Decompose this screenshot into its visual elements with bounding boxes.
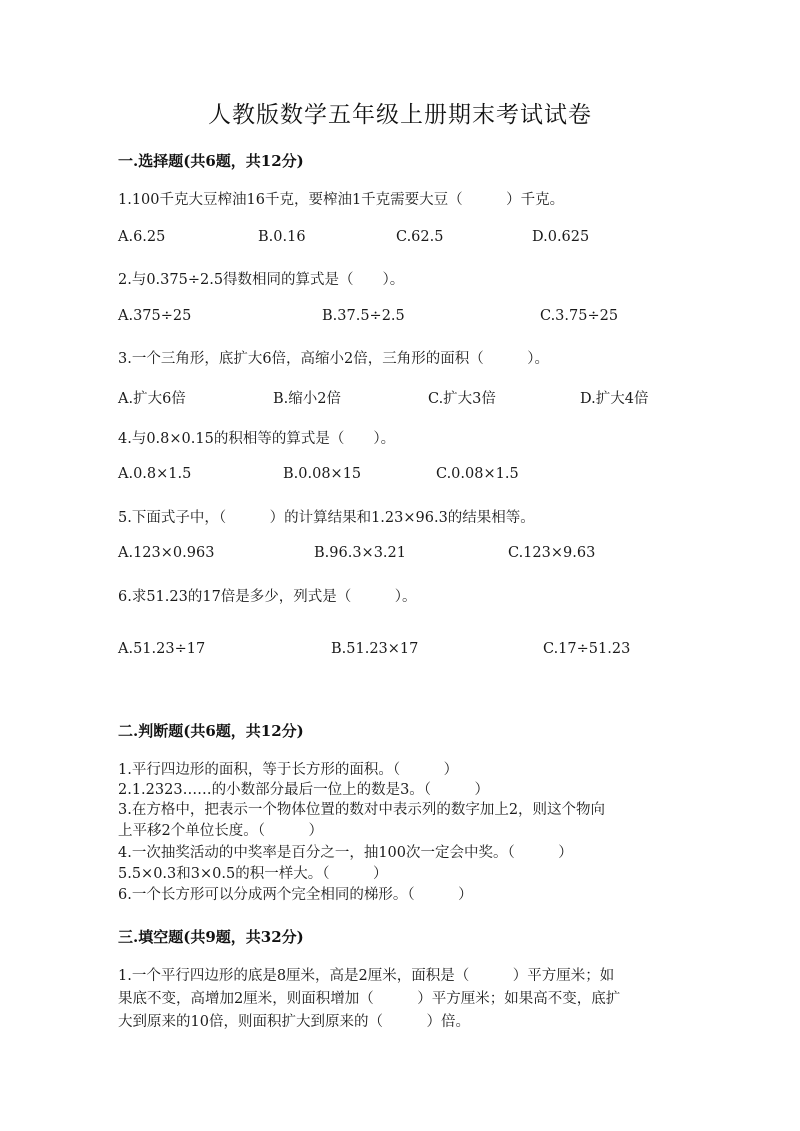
fill-line: 1.一个平行四边形的底是8厘米，高是2厘米，面积是（ ）平方厘米；如 [118,968,615,984]
option-b: B.37.5÷2.5 [322,308,405,324]
judge-line: 5.5×0.3和3×0.5的积一样大。（ ） [118,866,388,882]
question-stem: 3.一个三角形，底扩大6倍，高缩小2倍，三角形的面积（ ）。 [118,351,550,367]
question-stem: 5.下面式子中，（ ）的计算结果和1.23×96.3的结果相等。 [118,510,535,526]
option-c: C.123×9.63 [508,545,596,561]
question-stem: 2.与0.375÷2.5得数相同的算式是（ ）。 [118,272,405,288]
judge-line: 3.在方格中，把表示一个物体位置的数对中表示列的数字加上2，则这个物向 [118,802,606,818]
option-a: A.6.25 [118,229,166,245]
option-b: B.0.08×15 [283,466,362,482]
fill-line: 大到原来的10倍，则面积扩大到原来的（ ）倍。 [118,1014,470,1030]
option-b: B.缩小2倍 [273,391,341,407]
judge-line: 2.1.2323……的小数部分最后一位上的数是3。（ ） [118,782,490,798]
option-b: B.51.23×17 [331,641,419,657]
section-heading-fill: 三.填空题(共9题，共32分) [118,928,304,946]
option-a: A.51.23÷17 [118,641,206,657]
judge-line: 6.一个长方形可以分成两个完全相同的梯形。（ ） [118,887,473,903]
option-a: A.123×0.963 [118,545,215,561]
judge-line: 4.一次抽奖活动的中奖率是百分之一，抽100次一定会中奖。（ ） [118,845,573,861]
section-heading-choice: 一.选择题(共6题，共12分) [118,152,304,170]
option-a: A.0.8×1.5 [118,466,192,482]
option-c: C.扩大3倍 [428,391,496,407]
page-title: 人教版数学五年级上册期末考试试卷 [208,102,592,128]
question-stem: 1.100千克大豆榨油16千克，要榨油1千克需要大豆（ ）千克。 [118,192,565,208]
option-c: C.0.08×1.5 [436,466,519,482]
option-a: A.扩大6倍 [118,391,186,407]
option-b: B.96.3×3.21 [314,545,406,561]
option-d: D.0.625 [532,229,590,245]
question-stem: 6.求51.23的17倍是多少，列式是（ ）。 [118,589,417,605]
fill-line: 果底不变，高增加2厘米，则面积增加（ ）平方厘米；如果高不变，底扩 [118,991,621,1007]
option-b: B.0.16 [258,229,306,245]
option-c: C.17÷51.23 [543,641,631,657]
judge-line: 上平移2个单位长度。（ ） [118,823,323,839]
question-stem: 4.与0.8×0.15的积相等的算式是（ ）。 [118,431,396,447]
option-d: D.扩大4倍 [580,391,649,407]
option-c: C.3.75÷25 [540,308,619,324]
judge-line: 1.平行四边形的面积，等于长方形的面积。（ ） [118,762,459,778]
section-heading-judge: 二.判断题(共6题，共12分) [118,722,304,740]
option-a: A.375÷25 [118,308,192,324]
option-c: C.62.5 [396,229,444,245]
